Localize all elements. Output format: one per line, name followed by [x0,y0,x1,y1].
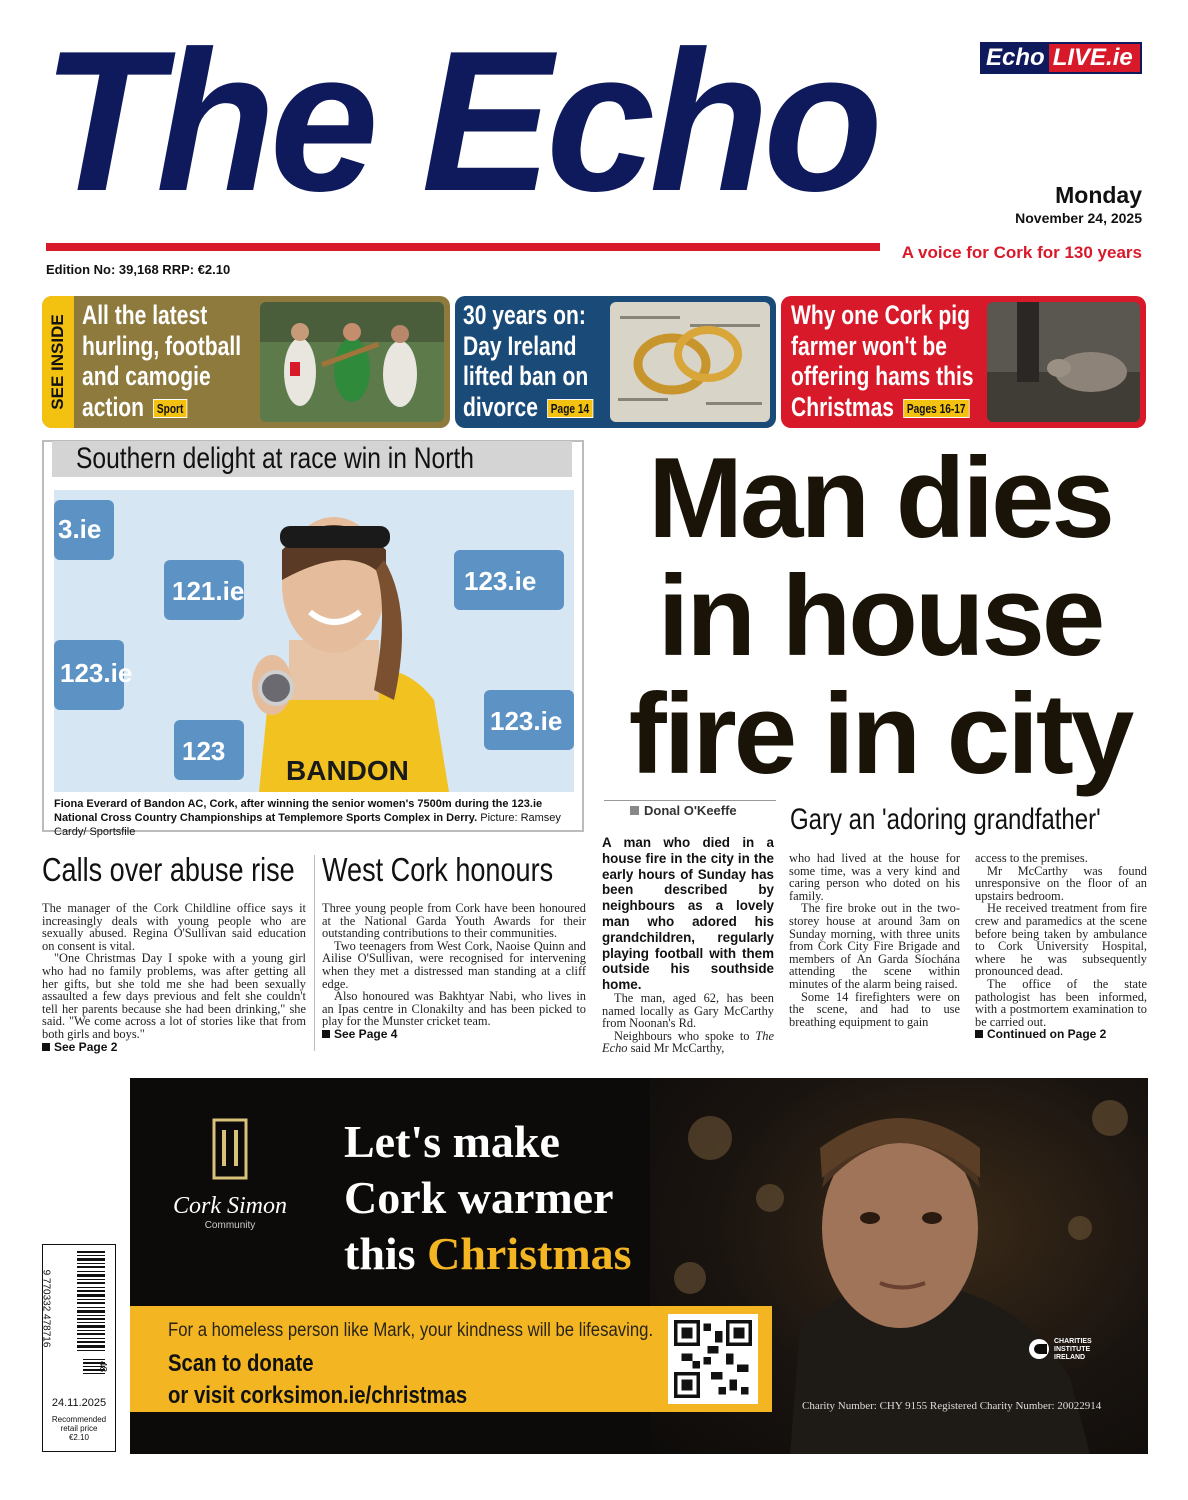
barcode-date: 24.11.2025 [51,1397,107,1409]
ad-message: For a homeless person like Mark, your kindness will be lifesaving. [168,1320,654,1341]
svg-text:121.ie: 121.ie [172,576,245,606]
teaser-pig-farmer[interactable] [781,296,1146,428]
svg-text:123: 123 [182,736,226,766]
page-ref: Page 14 [547,399,593,418]
teaser-line: Why one Cork pig [791,300,971,330]
masthead-title: The Echo [42,10,878,233]
echolive-logo-b: LIVE.ie [1049,44,1140,72]
teaser-divorce[interactable] [455,296,776,428]
ci-emblem-icon [1028,1338,1050,1360]
ad-headline: Let's make Cork warmer this Christmas [344,1116,632,1279]
teaser-line: Christmas [791,391,894,422]
paragraph: Neighbours who spoke to The Echo said Mr McCarthy, [602,1028,774,1056]
teaser-line: divorce [463,391,538,422]
paragraph: Three young people from Cork have been honoured at the National Garda Youth Awards for their outstanding contributions to their communities. [322,901,586,941]
masthead-rule [46,243,880,251]
issue-date: November 24, 2025 [1015,210,1142,226]
main-col-b [789,852,960,1028]
hurling-photo [260,302,444,422]
paragraph: The man, aged 62, has been named locally as Gary McCarthy from Noonan's Rd. [602,991,774,1031]
calls-body [42,902,306,1053]
main-subhead: Gary an 'adoring grandfather' [790,803,1101,836]
runner-photo [54,490,574,792]
paragraph: The office of the state pathologist has been informed, with a postmortem examination to be carried out. [975,976,1147,1029]
photo-credit: Picture: Ramsey Cardy/ Sportsfile [54,812,561,838]
edition-number: Edition No: 39,168 RRP: €2.10 [46,262,231,277]
see-page-link[interactable]: See Page 4 [322,1028,586,1041]
door-icon [210,1118,250,1180]
barcode [42,1244,116,1452]
teaser-line: and camogie [82,361,211,391]
svg-text:3.ie: 3.ie [58,514,102,544]
org-sub: Community [204,1220,256,1231]
paragraph: Two teenagers from West Cork, Naoise Quinn and Ailise O'Sullivan, were recognised for intervening when they met a distressed man standing at a cliff edge. [322,938,586,991]
main-headline[interactable] [610,435,1150,798]
issue-day: Monday [1055,182,1142,208]
caption-text: Fiona Everard of Bandon AC, Cork, after winning the senior women's 7500m during the 123.ie National Cross Country Championships at Templemore Sports Complex in Derry. [54,798,543,824]
svg-text:123.ie: 123.ie [60,658,133,688]
bandon-vest-text: BANDON [286,755,409,786]
photo-caption [54,797,576,839]
cork-simon-logo [170,1118,290,1231]
barcode-bars [53,1251,105,1379]
paragraph: Some 14 firefighters were on the scene, and had to use breathing equipment to gain [789,989,960,1029]
byline: Donal O'Keeffe [630,803,737,818]
see-page-link[interactable]: See Page 2 [42,1041,306,1054]
column-divider [314,855,315,1051]
charity-number: Charity Number: CHY 9155 Registered Charity Number: 20022914 [802,1400,1102,1412]
teaser-line: action [82,391,145,422]
paragraph: "One Christmas Day I spoke with a young girl who had no family problems, was after getting all her gifts, but she told me she had been sexually assaulted a few days previous and felt she couldn't tell her parents because she had been drinking," she said. "We come across a lot of stories like that from both girls and boys." [42,951,306,1041]
pig-photo [987,302,1140,422]
barcode-rrp: Recommended retail price €2.10 [51,1415,107,1442]
headline-line: fire in city [628,671,1132,798]
svg-text:123.ie: 123.ie [464,566,537,596]
barcode-digits: 9 770332 478716 [40,1269,52,1348]
tagline: A voice for Cork for 130 years [901,243,1142,262]
charities-institute-logo: CHARITIES INSTITUTE IRELAND [1028,1338,1110,1362]
teaser-line: Day Ireland [463,330,577,361]
paragraph: The manager of the Cork Childline office says it increasingly deals with young people who are sexually abused. Regina O'Sullivan said education on consent is vital. [42,901,306,953]
main-col-c [975,852,1147,1041]
paragraph: who had lived at the house for some time, was a very kind and caring person who doted on his family. [789,851,960,903]
teaser-line: All the latest [82,300,208,330]
west-cork-heading[interactable]: West Cork honours [322,851,554,888]
barcode-issue: 48 [97,1360,109,1373]
paragraph: The fire broke out in the two-storey house at around 3am on Sunday morning, with three units from Cork City Fire Brigade and members of An Garda Síochána attending the scene within minutes of the alarm being raised. [789,901,960,991]
org-name: Cork Simon [173,1193,287,1219]
byline-square-icon [630,806,639,815]
teaser-line: farmer won't be [791,330,947,361]
ad-cta[interactable]: Scan to donate or visit corksimon.ie/christmas [168,1350,468,1409]
paragraph: access to the premises. [975,851,1088,865]
headline-line: Man dies [648,435,1112,562]
main-lead: A man who died in a house fire in the city in the early hours of Sunday has been described by neighbours as a lovely man who adored his grandchildren, regularly playing football with them outside his southside home. [602,835,774,993]
west-cork-body [322,902,586,1041]
donate-qr-code[interactable] [668,1314,758,1404]
paragraph: He received treatment from fire crew and paramedics at the scene before being taken by ambulance to Cork University Hospital, where he was subsequently pronounced dead. [975,901,1147,979]
echolive-logo[interactable] [980,42,1142,74]
teaser-line: offering hams this [791,361,974,391]
page-ref: Pages 16-17 [903,399,969,418]
byline-rule [604,800,776,801]
svg-text:123.ie: 123.ie [490,706,563,736]
teaser-line: 30 years on: [463,300,586,330]
continued-link[interactable]: Continued on Page 2 [975,1028,1147,1041]
see-inside-label: SEE INSIDE [42,296,74,428]
teaser-line: lifted ban on [463,361,589,391]
page-ref: Sport [153,399,187,418]
paragraph: Also honoured was Bakhtyar Nabi, who lives in an Ipas centre in Clonakilty and has been picked to play for the Munster cricket team. [322,989,586,1029]
calls-heading[interactable]: Calls over abuse rise [42,851,295,888]
rings-photo [610,302,770,422]
paragraph: Mr McCarthy was found unresponsive on the floor of an upstairs bedroom. [975,863,1147,903]
cork-simon-advert[interactable] [130,1078,1148,1454]
teaser-line: hurling, football [82,330,242,361]
main-col-a [602,992,774,1055]
feature-heading: Southern delight at race win in North [52,441,572,477]
teaser-sport[interactable] [42,296,450,428]
headline-line: in house [657,553,1103,680]
echolive-logo-a: Echo [982,44,1049,72]
